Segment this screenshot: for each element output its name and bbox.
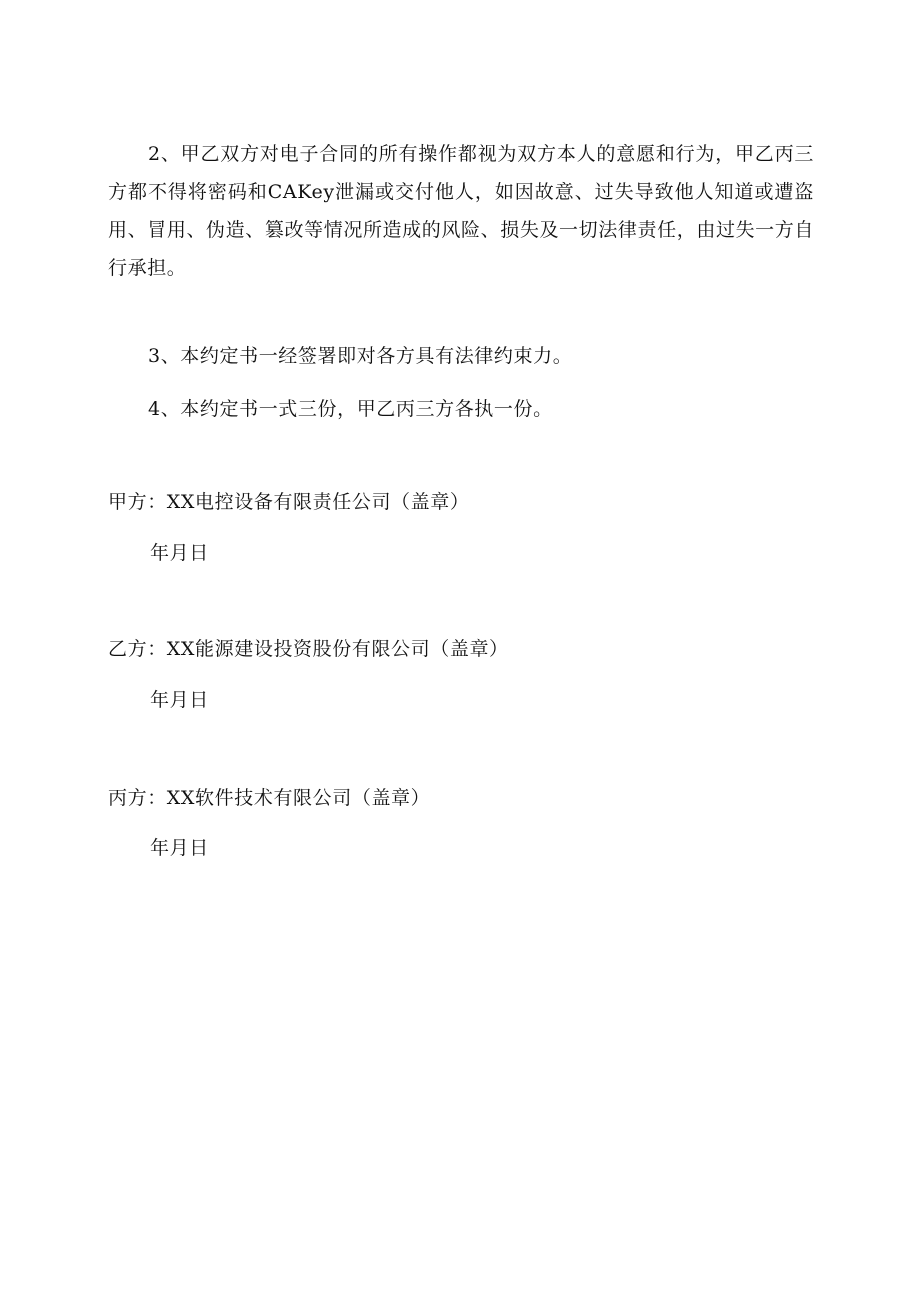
clause-4-paragraph: 4、本约定书一式三份，甲乙丙三方各执一份。 (148, 398, 553, 420)
party-b-signature: 乙方：XX能源建设投资股份有限公司（盖章） (108, 638, 509, 660)
party-a-signature: 甲方：XX电控设备有限责任公司（盖章） (108, 491, 470, 513)
clause-2-paragraph: 2、甲乙双方对电子合同的所有操作都视为双方本人的意愿和行为，甲乙丙三方都不得将密码和CAKey泄漏或交付他人，如因故意、过失导致他人知道或遭盗用、冒用、伪造、篡改等情况所造成的风险、损失及一切法律责任，由过失一方自行承担。 (108, 143, 814, 279)
party-c-date: 年月日 (150, 837, 209, 859)
party-c-signature: 丙方：XX软件技术有限公司（盖章） (108, 787, 431, 809)
party-b-date: 年月日 (150, 689, 209, 711)
clause-3-paragraph: 3、本约定书一经签署即对各方具有法律约束力。 (148, 345, 573, 367)
party-a-date: 年月日 (150, 542, 209, 564)
